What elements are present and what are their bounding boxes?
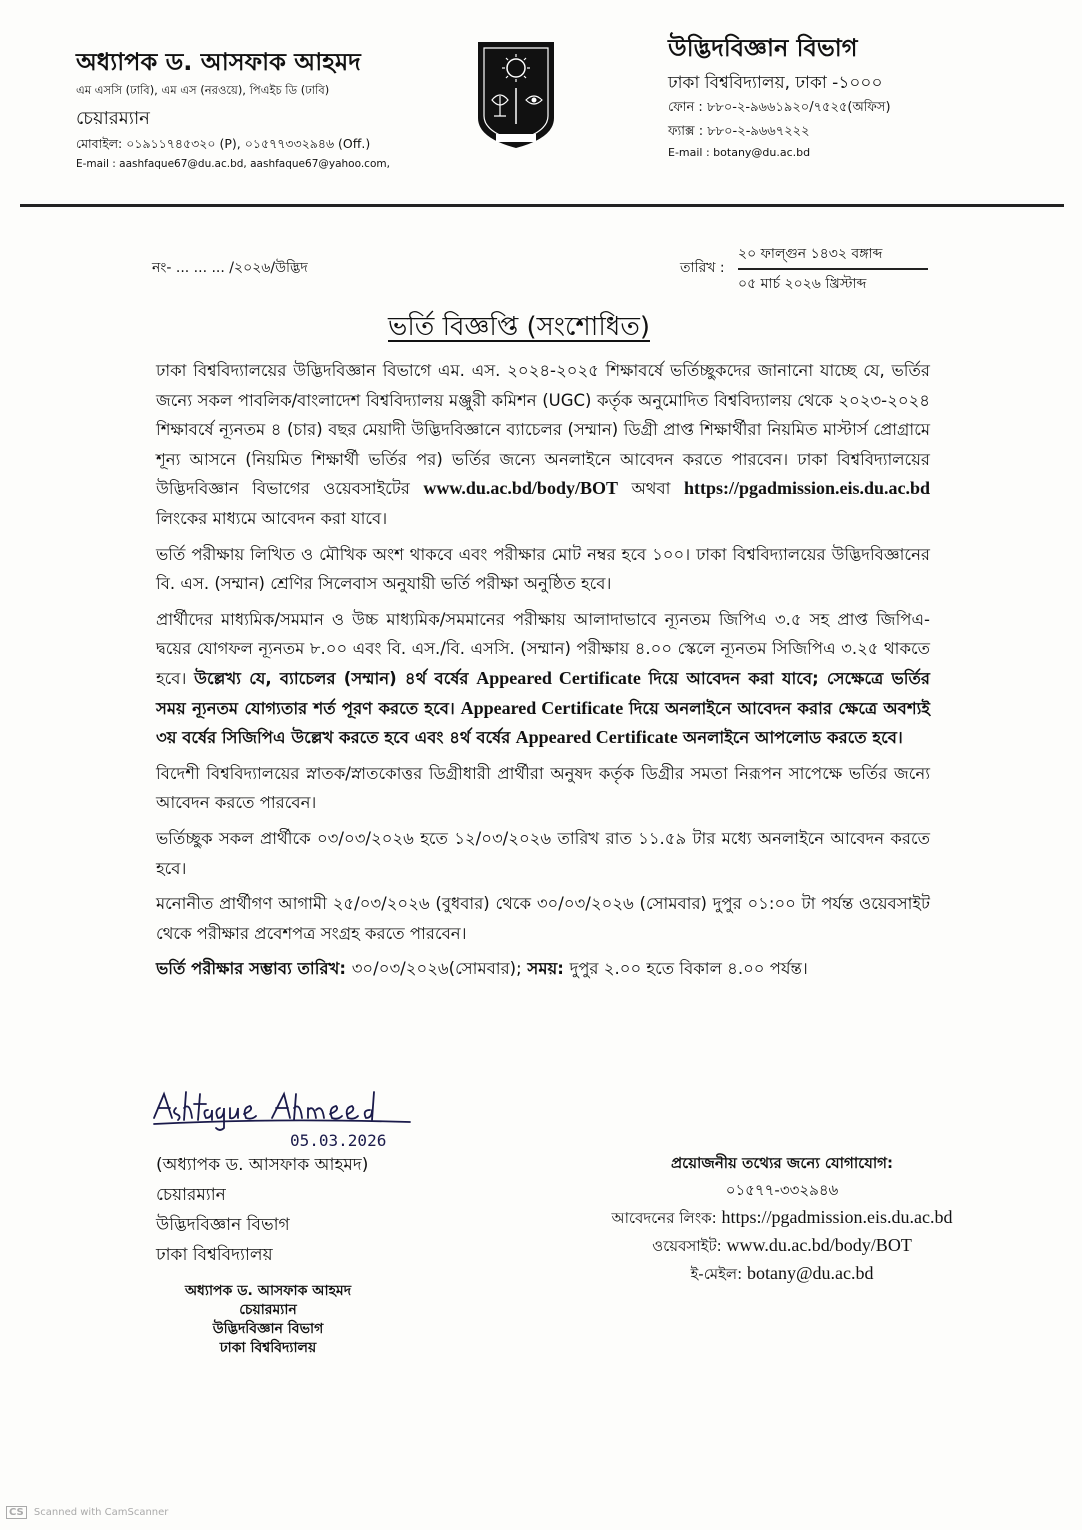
dept-email: E-mail : botany@du.ac.bd xyxy=(668,146,811,159)
svg-text:05.03.2026: 05.03.2026 xyxy=(290,1131,387,1150)
notice-body xyxy=(156,356,930,990)
contact-email-row: ই-মেইল: botany@du.ac.bd xyxy=(690,1263,874,1283)
sender-name: অধ্যাপক ড. আসফাক আহমদ xyxy=(76,48,361,76)
contact-link-row: আবেদনের লিংক: https://pgadmission.eis.du.ac.bd xyxy=(611,1207,953,1227)
contact-phone: ০১৫৭৭-৩৩২৯৪৬ xyxy=(725,1181,839,1199)
reference-number: নং- ... ... ... /২০২৬/উদ্ভিদ xyxy=(152,260,308,276)
contact-web-row: ওয়েবসাইট: www.du.ac.bd/body/BOT xyxy=(652,1235,912,1255)
sender-degrees: এম এসসি (ঢাবি), এম এস (নরওয়ে), পিএইচ ডি (ঢাবি) xyxy=(76,83,330,97)
contact-email-link[interactable]: botany@du.ac.bd xyxy=(746,1263,874,1283)
dept-name: উদ্ভিদবিজ্ঞান বিভাগ xyxy=(668,34,858,62)
web-link[interactable]: www.du.ac.bd/body/BOT xyxy=(423,478,618,499)
date-bangla: ২০ ফাল্গুন ১৪৩২ বঙ্গাব্দ xyxy=(738,242,928,270)
paragraph-6: মনোনীত প্রার্থীগণ আগামী ২৫/০৩/২০২৬ (বুধবার) থেকে ৩০/০৩/২০২৬ (সোমবার) দুপুর ০১:০০ টা পর্যন্ত ওয়েবসাইট থেকে পরীক্ষার প্রবেশপত্র সংগ্রহ করতে পারবেন। xyxy=(156,894,930,943)
paragraph-7: ভর্তি পরীক্ষার সম্ভাব্য তারিখ: ৩০/০৩/২০২৬(সোমবার); সময়: দুপুর ২.০০ হতে বিকাল ৪.০০ পর্যন্ত। xyxy=(156,959,808,979)
paragraph-1: ঢাকা বিশ্ববিদ্যালয়ের উদ্ভিদবিজ্ঞান বিভাগে এম. এস. ২০২৪-২০২৫ শিক্ষাবর্ষে ভর্তিচ্ছুকদের জানানো যাচ্ছে যে, ভর্তির জন্যে সকল পাবলিক/বাংলাদেশ বিশ্ববিদ্যালয় মঞ্জুরী কমিশন (UGC) কর্তৃক অনুমোদিত বিশ্ববিদ্যালয় থেকে ২০২৩-২০২৪ শিক্ষাবর্ষে ন্যূনতম ৪ (চার) বছর মেয়াদী উদ্ভিদবিজ্ঞানে ব্যাচেলর (সম্মান) ডিগ্রী প্রাপ্ত শিক্ষার্থীরা নিয়মিত মাস্টার্স প্রোগ্রামে শূন্য আসনে (নিয়মিত শিক্ষার্থী ভর্তির পর) ভর্তির জন্যে অনলাইনে আবেদন করতে পারবেন। ঢাকা বিশ্ববিদ্যালয়ের উদ্ভিদবিজ্ঞান বিভাগের ওয়েবসাইটের www.du.ac.bd/body/BOT অথবা https://pgadmission.eis.du.ac.bd লিংকের মাধ্যমে আবেদন করা যাবে। xyxy=(156,361,931,528)
scanner-watermark: CS Scanned with CamScanner xyxy=(6,1506,168,1519)
camscanner-logo: CS xyxy=(6,1506,27,1519)
signatory-block xyxy=(156,1150,368,1270)
signatory-dept: উদ্ভিদবিজ্ঞান বিভাগ xyxy=(156,1215,290,1235)
sender-email: E-mail : aashfaque67@du.ac.bd, aashfaque67@yahoo.com, xyxy=(76,158,390,170)
dept-fax: ফ্যাক্স : ৮৮০-২-৯৬৬৭২২২ xyxy=(668,124,810,139)
notice-title: ভর্তি বিজ্ঞপ্তি (সংশোধিত) xyxy=(388,312,650,342)
contact-heading: প্রয়োজনীয় তথ্যের জন্যে যোগাযোগ: xyxy=(670,1154,894,1172)
signatory-name: (অধ্যাপক ড. আসফাক আহমদ) xyxy=(156,1155,369,1175)
signature-icon xyxy=(150,1088,430,1150)
university-address: ঢাকা বিশ্ববিদ্যালয়, ঢাকা -১০০০ xyxy=(668,73,883,93)
date-english: ০৫ মার্চ ২০২৬ খ্রিস্টাব্দ xyxy=(738,276,867,292)
paragraph-3: প্রার্থীদের মাধ্যমিক/সমমান ও উচ্চ মাধ্যমিক/সমমানের পরীক্ষায় আলাদাভাবে ন্যূনতম জিপিএ ৩.৫ সহ প্রাপ্ত জিপিএ-দ্বয়ের যোগফল ন্যূনতম ৮.০০ এবং বি. এস./বি. এসসি. (সম্মান) পরীক্ষায় ৪.০০ স্কেলে ন্যূনতম সিজিপিএ ৩.২৫ থাকতে হবে। উল্লেখ্য যে, ব্যাচেলর (সম্মান) ৪র্থ বর্ষের Appeared Certificate দিয়ে আবেদন করা যাবে; সেক্ষেত্রে ভর্তির সময় ন্যূনতম যোগ্যতার শর্ত পূরণ করতে হবে। Appeared Certificate দিয়ে অনলাইনে আবেদন করার ক্ষেত্রে অবশ্যই ৩য় বর্ষের সিজিপিএ উল্লেখ করতে হবে এবং ৪র্থ বর্ষের Appeared Certificate অনলাইনে আপলোড করতে হবে। xyxy=(156,609,930,748)
paragraph-5: ভর্তিচ্ছুক সকল প্রার্থীকে ০৩/০৩/২০২৬ হতে ১২/০৩/২০২৬ তারিখ রাত ১১.৫৯ টার মধ্যে অনলাইনে আবেদন করতে হবে। xyxy=(156,828,930,878)
dept-phone: ফোন : ৮৮০-২-৯৬৬১৯২০/৭৫২৫(অফিস) xyxy=(668,100,891,115)
official-stamp: অধ্যাপক ড. আসফাক আহমদ চেয়ারম্যান উদ্ভিদবিজ্ঞান বিভাগ ঢাকা বিশ্ববিদ্যালয় xyxy=(184,1283,352,1356)
signatory-univ: ঢাকা বিশ্ববিদ্যালয় xyxy=(156,1245,273,1265)
contact-website-link[interactable]: www.du.ac.bd/body/BOT xyxy=(726,1235,912,1255)
admission-link[interactable]: https://pgadmission.eis.du.ac.bd xyxy=(683,478,931,499)
paragraph-2: ভর্তি পরীক্ষায় লিখিত ও মৌখিক অংশ থাকবে এবং পরীক্ষার মোট নম্বর হবে ১০০। ঢাকা বিশ্ববিদ্যালয়ের উদ্ভিদবিজ্ঞানের বি. এস. (সম্মান) শ্রেণির সিলেবাস অনুযায়ী ভর্তি পরীক্ষা অনুষ্ঠিত হবে। xyxy=(156,544,930,594)
university-logo-icon xyxy=(470,38,562,150)
sender-mobile: মোবাইল: ০১৯১১৭৪৫৩২০ (P), ০১৫৭৭৩৩২৯৪৬ (Off.) xyxy=(76,136,371,151)
paragraph-4: বিদেশী বিশ্ববিদ্যালয়ের স্নাতক/স্নাতকোত্তর ডিগ্রীধারী প্রার্থীরা অনুষদ কর্তৃক ডিগ্রীর সমতা নিরূপন সাপেক্ষে ভর্তির জন্যে আবেদন করতে পারবেন। xyxy=(156,763,930,813)
date-label: তারিখ : xyxy=(680,260,725,276)
date-block xyxy=(738,242,928,296)
signatory-role: চেয়ারম্যান xyxy=(156,1185,226,1205)
contact-block xyxy=(572,1150,992,1288)
sender-role: চেয়ারম্যান xyxy=(76,108,150,129)
contact-admission-link[interactable]: https://pgadmission.eis.du.ac.bd xyxy=(721,1207,953,1227)
header-divider xyxy=(20,204,1064,207)
